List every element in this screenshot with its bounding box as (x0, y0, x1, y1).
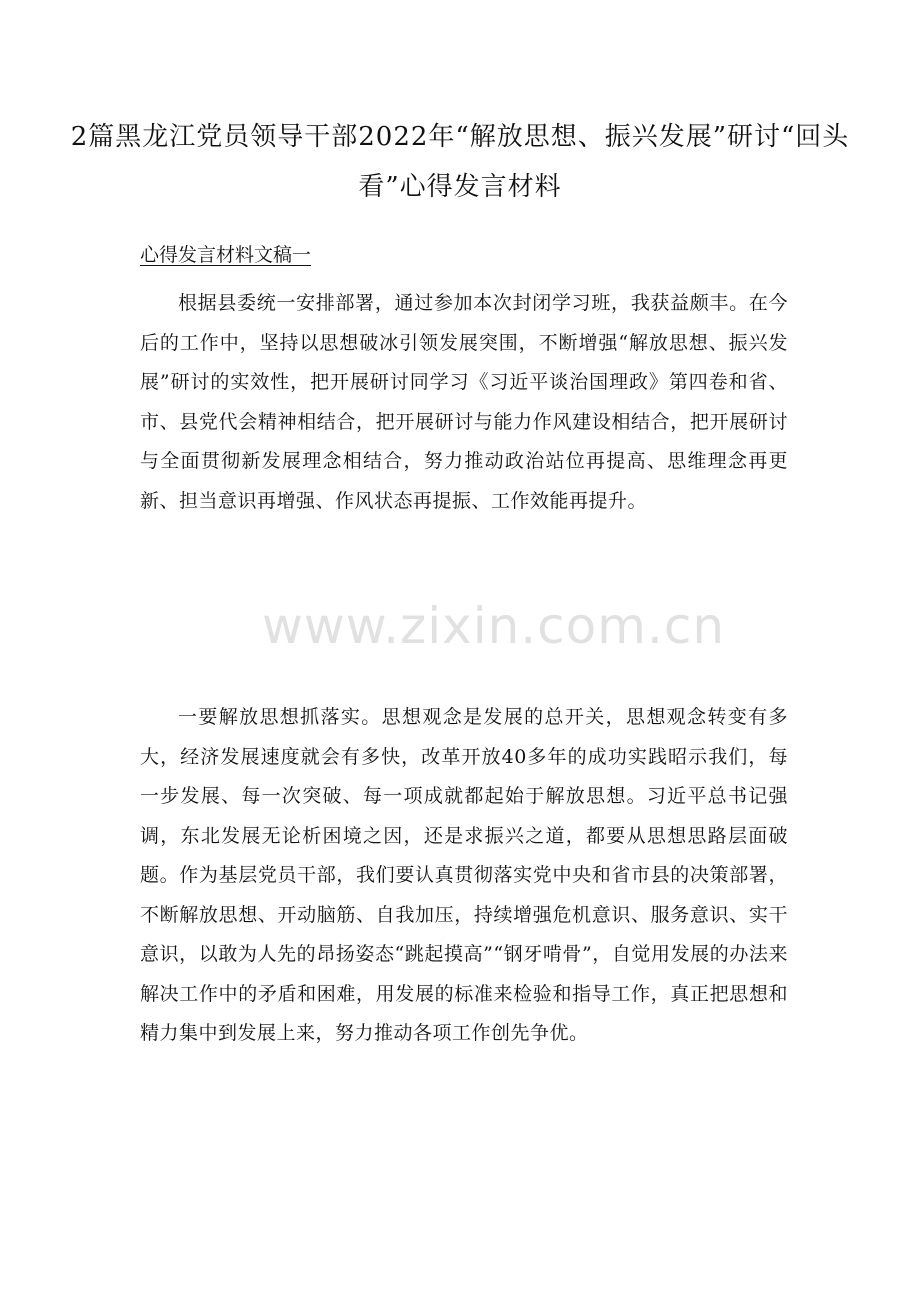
document-title: 2篇黑龙江党员领导干部2022年“解放思想、振兴发展”研讨“回头看”心得发言材料 (70, 122, 850, 202)
paragraph-1: 根据县委统一安排部署，通过参加本次封闭学习班，我获益颇丰。在今后的工作中，坚持以思想破冰引领发展突围，不断增强“解放思想、振兴发展”研讨的实效性，把开展研讨同学习《习近平谈治国理政》第四卷和省、市、县党代会精神相结合，把开展研讨与能力作风建设相结合，把开展研讨与全面贯彻新发展理念相结合，努力推动政治站位再提高、思维理念再更新、担当意识再增强、作风状态再提振、工作效能再提升。 (140, 292, 788, 512)
paragraph-2: 一要解放思想抓落实。思想观念是发展的总开关，思想观念转变有多大，经济发展速度就会有多快，改革开放40多年的成功实践昭示我们，每一步发展、每一次突破、每一项成就都起始于解放思想。习近平总书记强调，东北发展无论析困境之因，还是求振兴之道，都要从思想思路层面破题。作为基层党员干部，我们要认真贯彻落实党中央和省市县的决策部署，不断解放思想、开动脑筋、自我加压，持续增强危机意识、服务意识、实干意识，以敢为人先的昂扬姿态“跳起摸高”“钢牙啃骨”，自觉用发展的办法来解决工作中的矛盾和困难，用发展的标准来检验和指导工作，真正把思想和精力集中到发展上来，努力推动各项工作创先争优。 (140, 706, 788, 1044)
watermark-text: www.zixin.com.cn (262, 597, 726, 655)
section-heading: 心得发言材料文稿一 (140, 244, 312, 266)
